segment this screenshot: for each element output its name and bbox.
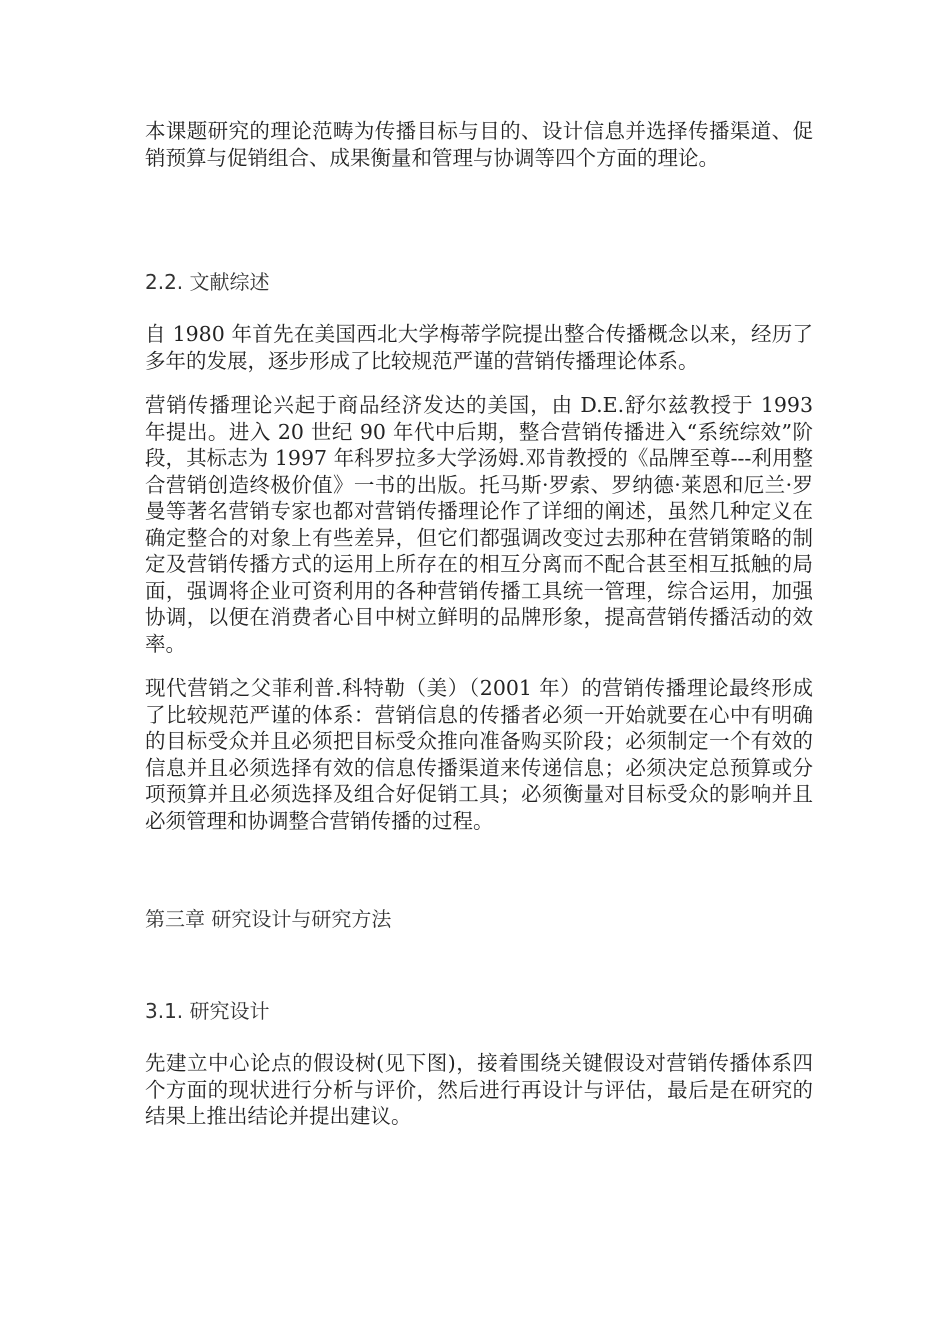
- chapter-heading-3: 第三章 研究设计与研究方法: [145, 907, 392, 931]
- document-page: [145, 118, 813, 1130]
- section-number: 3.1.: [145, 999, 184, 1023]
- paragraph-kotler-theory: 现代营销之父菲利普.科特勒（美）（2001 年）的营销传播理论最终形成了比较规范严谨的体系：营销信息的传播者必须一开始就要在心中有明确的目标受众并且必须把目标受众推向准备购买阶段；必须制定一个有效的信息并且必须选择有效的信息传播渠道来传递信息；必须决定总预算或分项预算并且必须选择及组合好促销工具；必须衡量对目标受众的影响并且必须管理和协调整合营销传播的过程。: [145, 676, 813, 833]
- paragraph-theory-scope: 本课题研究的理论范畴为传播目标与目的、设计信息并选择传播渠道、促销预算与促销组合、成果衡量和管理与协调等四个方面的理论。: [145, 119, 813, 170]
- section-heading-3-1: [145, 998, 813, 1024]
- section-number: 2.2.: [145, 270, 184, 294]
- paragraph-marketing-theory-history: 营销传播理论兴起于商品经济发达的美国，由 D.E.舒尔兹教授于 1993 年提出。进入 20 世纪 90 年代中后期，整合营销传播进入“系统综效”阶段，其标志为 1997 年科罗拉多大学汤姆.邓肯教授的《品牌至尊---利用整合营销创造终极价值》一书的出版。托马斯·罗索、罗纳德·莱恩和厄兰·罗曼等著名营销专家也都对营销传播理论作了详细的阐述，虽然几种定义在确定整合的对象上有些差异，但它们都强调改变过去那种在营销策略的制定及营销传播方式的运用上所存在的相互分离而不配合甚至相互抵触的局面，强调将企业可资利用的各种营销传播工具统一管理，综合运用，加强协调，以便在消费者心目中树立鲜明的品牌形象，提高营销传播活动的效率。: [145, 393, 813, 656]
- section-heading-2-2: [145, 269, 813, 295]
- section-title: 研究设计: [189, 999, 270, 1023]
- paragraph-research-design: 先建立中心论点的假设树(见下图)，接着围绕关键假设对营销传播体系四个方面的现状进行分析与评价，然后进行再设计与评估，最后是在研究的结果上推出结论并提出建议。: [145, 1051, 813, 1128]
- section-title: 文献综述: [189, 270, 270, 294]
- paragraph-integrated-origin: 自 1980 年首先在美国西北大学梅蒂学院提出整合传播概念以来，经历了多年的发展，逐步形成了比较规范严谨的营销传播理论体系。: [145, 322, 813, 373]
